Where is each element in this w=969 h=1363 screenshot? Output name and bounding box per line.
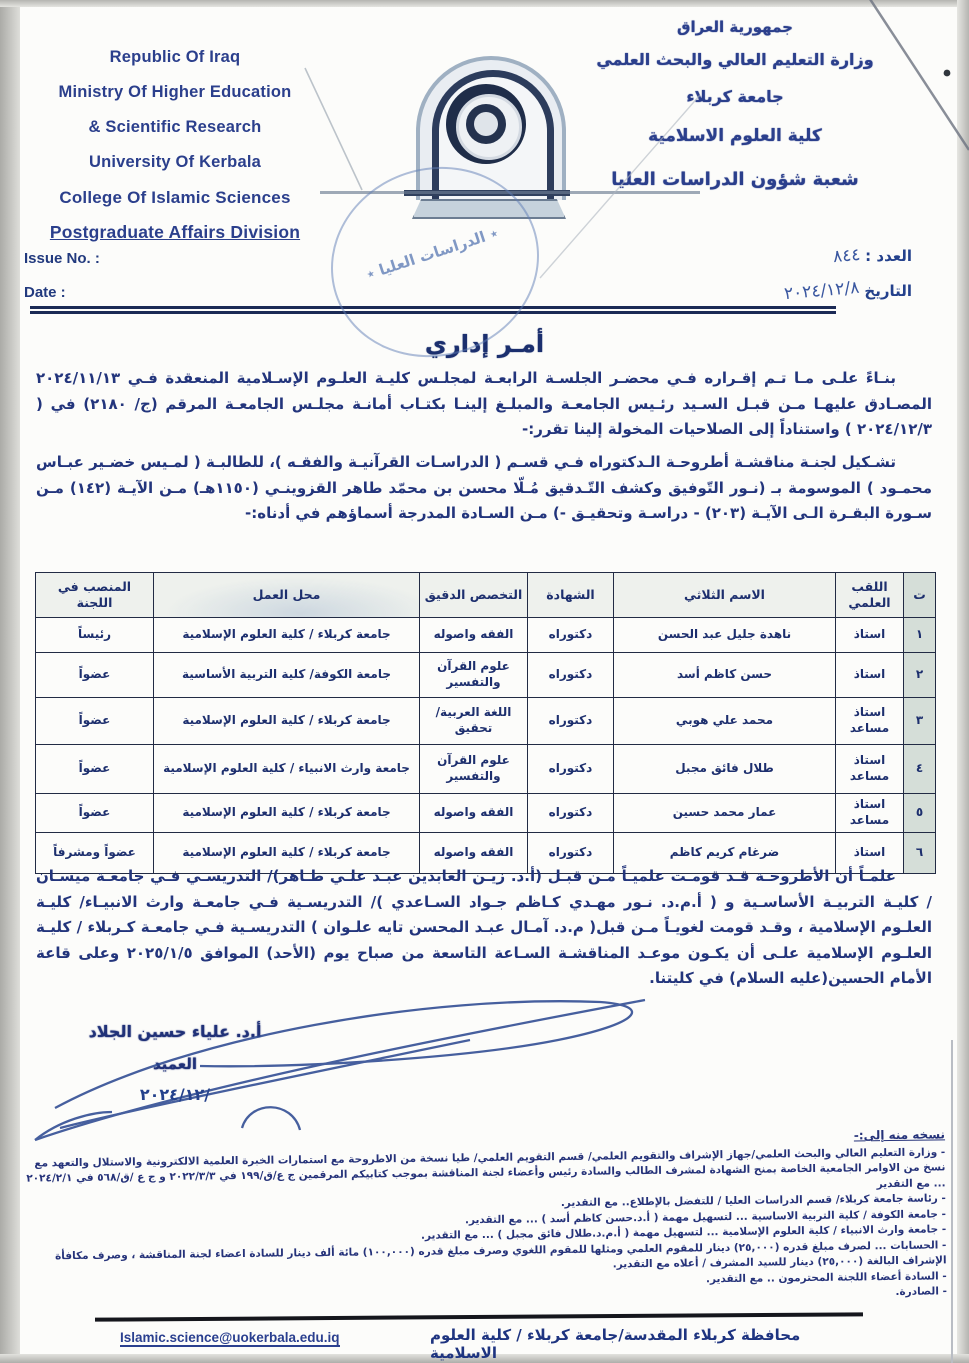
dean-title: العميد bbox=[152, 1055, 198, 1073]
table-cell: علوم القرآن والتفسير bbox=[420, 745, 528, 794]
letterhead-line: وزارة التعليم العالي والبحث العلمي bbox=[596, 50, 874, 69]
table-row bbox=[36, 618, 936, 653]
table-cell: عضواً bbox=[36, 698, 154, 745]
table-cell: دكتوراه bbox=[528, 653, 614, 698]
table-cell: ٢ bbox=[904, 653, 936, 698]
table-cell: ٥ bbox=[904, 794, 936, 833]
distribution-heading: نسخه منه إلى:- bbox=[853, 1127, 946, 1143]
table-cell: عضواً bbox=[36, 745, 154, 794]
signature-block bbox=[55, 1022, 295, 1104]
distribution-item: - السادة أعضاء اللجنة المحترمون .. مع التقدير. bbox=[705, 1269, 947, 1285]
letterhead-line: Ministry Of Higher Education bbox=[58, 83, 292, 101]
letterhead-line: جامعة كربلاء bbox=[686, 87, 784, 106]
table-cell: الفقه واصوله bbox=[420, 794, 528, 833]
table-header-cell: التخصص الدقيق bbox=[420, 573, 528, 618]
table-row bbox=[36, 698, 936, 745]
table-cell: استاذ bbox=[836, 618, 904, 653]
table-cell: دكتوراه bbox=[528, 794, 614, 833]
table-cell: دكتوراه bbox=[528, 745, 614, 794]
table-cell: عضواً bbox=[36, 794, 154, 833]
letterhead-line: & Scientific Research bbox=[88, 118, 262, 136]
signature-date: ٢٠٢٤/١٢/ bbox=[139, 1085, 211, 1104]
letterhead-arabic bbox=[585, 12, 885, 204]
table-cell: علوم القرآن والتفسير bbox=[420, 653, 528, 698]
letterhead-line-division: Postgraduate Affairs Division bbox=[49, 222, 301, 242]
table-cell: جامعة كربلاء / كلية العلوم الإسلامية bbox=[154, 794, 420, 833]
table-cell: جامعة كربلاء / كلية العلوم الإسلامية bbox=[154, 833, 420, 874]
table-cell: ٤ bbox=[904, 745, 936, 794]
date-value: ٢٠٢٤/١٢/٨ bbox=[783, 277, 860, 305]
table-cell: الفقه واصوله bbox=[420, 618, 528, 653]
table-cell: رئيساً bbox=[36, 618, 154, 653]
table-cell: دكتوراه bbox=[528, 698, 614, 745]
page-fold-line bbox=[951, 1040, 953, 1363]
table-cell: استاذ bbox=[836, 653, 904, 698]
table-header-row bbox=[36, 573, 936, 618]
scan-edge-right bbox=[957, 0, 969, 1363]
committee-table bbox=[35, 572, 936, 874]
table-cell: جامعة وارث الانبياء / كلية العلوم الإسلامية bbox=[154, 745, 420, 794]
dean-name: أ.د. علياء حسين الجلاد bbox=[88, 1022, 262, 1041]
table-cell: ١ bbox=[904, 618, 936, 653]
paragraph-committee-decision: تشـكيل لجنـة مناقشـة أطروحـة الـدكتوراه فـي قسـم ( الدراسـات القرآنيـة والفقـه )، للطالبـة ( لمـيس خضـير عبـاس محمـود ) الموسومة بـ (نـور التّوفيق وكشف التّـدقيق مُـلّا محسن بن محمّد طاهر القزوينـي (١١٥٠هـ) مـن الآيـة (١٤٢) مـن سـورة البقـرة الـى الآيـة (٢٠٣) - دراسـة وتحقيـق -) مـن السـادة المدرجة أسماؤهم في أدناه:- bbox=[36, 453, 933, 522]
table-cell: اللغة العربية/ تحقيق bbox=[420, 698, 528, 745]
table-cell: الفقه واصوله bbox=[420, 833, 528, 874]
paragraph-preamble: بنـاءً علـى مـا تـم إقـراره فـي محضـر الجلسـة الرابعـة لمجلـس كليـة العلـوم الإسـلامية المنعقدة فـي ٢٠٢٤/١١/١٣ المصـادق عليهـا مـن قبـل السـيد رئـيس الجامعـة والمبلـغ إلينـا بكتـاب أمانـة مجلـس الجامعـة المرقم (ج/ ٢١٨٠) في ( ٢٠٢٤/١٢/٣ ) واستناداً إلى الصلاحيات المخولة إلينا تقرر:- bbox=[36, 369, 933, 438]
issue-no-field bbox=[690, 246, 912, 266]
table-cell: استاذ مساعد bbox=[836, 745, 904, 794]
logo-emblem-center-icon bbox=[474, 112, 498, 136]
table-cell: محمد علي هوبي bbox=[614, 698, 836, 745]
distribution-list bbox=[21, 1127, 947, 1311]
table-cell: ٣ bbox=[904, 698, 936, 745]
date-field bbox=[660, 277, 912, 305]
table-cell: استاذ مساعد bbox=[836, 794, 904, 833]
table-row bbox=[36, 745, 936, 794]
paragraph-evaluation-note: علمـاً أن الأطروحـة قـد قومـت علميـاً مـن قبـل (أ.د. زيـن العابدين عبـد علـي طـاهر)/ التدريسـي فـي جامعـة ميسـان / كليـة التربيـة الأساسـية و ( أ.م.د. نـور مهـدي كـاظم جـواد السـاعدي )/ التدريسـية فـي جامعـة وارث الانبيـاء/ كليـة العلـوم الإسلامية ، وقـد قومت لغويـاً مـن قبل( م.د. آمـال عبـد المحسن تايه علـوان ) التدريسـية فـي جامعـة كـربلاء / كليـة العلـوم الإسلامية علـى أن يكـون موعـد المناقشـة السـاعة التاسعة من صباح يوم (الأحد) الموافق ٢٠٢٥/١/٥ وعلى قاعة الأمام الحسين(عليه السلام) في كليتنا. bbox=[36, 867, 932, 987]
letterhead-line: University Of Kerbala bbox=[88, 153, 261, 171]
letterhead-line: شعبة شؤون الدراسات العليا bbox=[611, 169, 859, 190]
table-row bbox=[36, 794, 936, 833]
distribution-item: - جامعة الكوفة / كلية التربية الاساسية ... لتسهيل مهمة ( أ.د.حسن كاظم أسد ) ... مع التقدير. bbox=[464, 1207, 947, 1226]
ink-dot bbox=[944, 70, 951, 77]
distribution-item: - الصادرة. bbox=[895, 1285, 947, 1298]
scan-edge-left bbox=[0, 0, 20, 1363]
distribution-item: - الحسابات ... لصرف مبلغ قدره (٢٥,٠٠٠) دينار للمقوم العلمي ومثلها للمقوم اللغوي وصرف مبلغ قدره (١٠٠,٠٠٠) مائة ألف دينار للسادة اعضاء لجنة المناقشة ، وصرف مكافأة الإشراف البالغة (٢٥,٠٠٠) دينار للسيد المشرف / أعلاه مع التقدير. bbox=[54, 1238, 947, 1271]
table-cell: استاذ bbox=[836, 833, 904, 874]
letterhead-line: College Of Islamic Sciences bbox=[59, 188, 291, 207]
table-cell: حسن كاظم أسد bbox=[614, 653, 836, 698]
table-header-cell: اللقب العلمي bbox=[836, 573, 904, 618]
date-label-ar: التاريخ bbox=[864, 282, 912, 300]
issue-no-value: ٨٤٤ bbox=[831, 244, 861, 268]
letterhead-english bbox=[22, 40, 328, 250]
table-cell: ناهدة جليل عبد الحسن bbox=[614, 618, 836, 653]
document-title: أمـر إداري bbox=[424, 330, 545, 358]
issue-no-label: Issue No. : bbox=[24, 250, 100, 267]
issue-no-label-ar: العدد : bbox=[865, 247, 912, 265]
table-header-cell: الشهادة bbox=[528, 573, 614, 618]
table-header-cell: ت bbox=[904, 573, 936, 618]
table-cell: استاذ مساعد bbox=[836, 698, 904, 745]
stamp-text: ٭ الدراسات العليا ٭ bbox=[363, 223, 501, 284]
table-cell: ٦ bbox=[904, 833, 936, 874]
table-cell: عضواً ومشرفاً bbox=[36, 833, 154, 874]
table-header-cell: المنصب في اللجنة bbox=[36, 573, 154, 618]
letterhead-line: Republic Of Iraq bbox=[109, 48, 241, 66]
footer-divider bbox=[95, 1312, 863, 1321]
date-label: Date : bbox=[24, 284, 66, 301]
table-cell: عمار محمد حسين bbox=[614, 794, 836, 833]
table-cell: دكتوراه bbox=[528, 833, 614, 874]
table-cell: طلال فائق مجبل bbox=[614, 745, 836, 794]
distribution-item: - وزارة التعليم العالي والبحث العلمي/جهاز الإشراف والتقويم العلمي/ قسم التقويم العلمي/ طيا نسخة من الاطروحة مع استمارات الخبرة العلمية الالكترونية والاستلال والتعهد مع نسخ من الاوامر الجامعية الخاصة بمنح الشهادة لمشرف الطالب والسادة رئيس وأعضاء لجنة المناقشة بموجب كتابيكم المرقمين ج ع/ق/١٩٩ في ٢٠٢٢/٣/٣ و ج ع /ق/٥٦٨ في ٢٠٢٤/٢/١ ... مع التقدير bbox=[26, 1145, 946, 1190]
table-header-cell: محل العمل bbox=[154, 573, 420, 618]
table-row bbox=[36, 653, 936, 698]
table-cell: جامعة الكوفة/ كلية التربية الأساسية bbox=[154, 653, 420, 698]
distribution-item: - رئاسة جامعة كربلاء/ قسم الدراسات العليا / للتفضل بالإطلاع.. مع التقدير. bbox=[560, 1192, 946, 1210]
distribution-item: - جامعة وارث الانبياء / كلية العلوم الإسلامية ... لتسهيل مهمة ( أ.م.د.طلال فائق مجبل ) ... مع التقدير. bbox=[420, 1223, 947, 1242]
scan-edge-top bbox=[0, 0, 969, 7]
letterhead-line: جمهورية العراق bbox=[677, 18, 793, 36]
table-cell: دكتوراه bbox=[528, 618, 614, 653]
footer-organization: محافظة كربلاء المقدسة/جامعة كربلاء / كلية العلوم الاسلامية bbox=[430, 1326, 801, 1362]
table-header-cell: الاسم الثلاثي bbox=[614, 573, 836, 618]
table-cell: جامعة كربلاء / كلية العلوم الإسلامية bbox=[154, 618, 420, 653]
letterhead-line: كلية العلوم الاسلامية bbox=[648, 126, 822, 146]
table-cell: ضرغام كريم كاظم bbox=[614, 833, 836, 874]
table-cell: عضواً bbox=[36, 653, 154, 698]
footer-email-link[interactable]: Islamic.science@uokerbala.edu.iq bbox=[120, 1330, 340, 1345]
table-cell: جامعة كربلاء / كلية العلوم الإسلامية bbox=[154, 698, 420, 745]
